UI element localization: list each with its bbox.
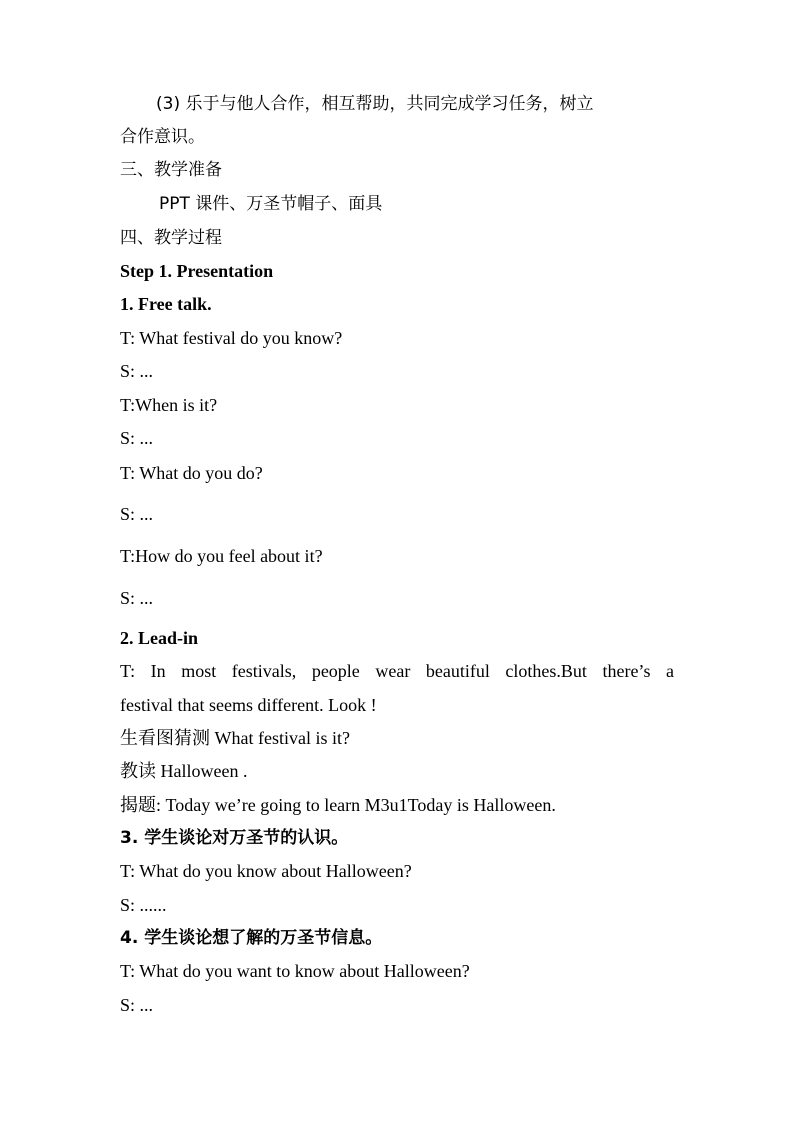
- dialogue-line: T: What festival do you know?: [120, 328, 343, 348]
- lead-in-paragraph-line2: festival that seems different. Look !: [120, 695, 377, 715]
- subheading-free-talk: 1. Free talk.: [120, 294, 212, 314]
- subheading-talk-about-halloween: 3. 学生谈论对万圣节的认识。: [120, 828, 349, 848]
- dialogue-line: T: What do you do?: [120, 463, 263, 483]
- section-heading-process: 四、教学过程: [120, 228, 222, 248]
- section-heading-preparation: 三、教学准备: [120, 160, 222, 180]
- dialogue-line: S: ......: [120, 895, 167, 915]
- dialogue-line: S: ...: [120, 588, 154, 608]
- topic-reveal-line: 揭题: Today we’re going to learn M3u1Today is Halloween.: [120, 795, 556, 815]
- objective-3-line2: 合作意识。: [120, 127, 205, 147]
- subheading-lead-in: 2. Lead-in: [120, 628, 199, 648]
- subheading-want-to-know: 4. 学生谈论想了解的万圣节信息。: [120, 928, 383, 948]
- dialogue-line: S: ...: [120, 995, 154, 1015]
- objective-3-line1: (3) 乐于与他人合作，相互帮助，共同完成学习任务，树立: [156, 94, 594, 114]
- dialogue-line: S: ...: [120, 504, 154, 524]
- dialogue-line: S: ...: [120, 428, 154, 448]
- dialogue-line: T:When is it?: [120, 395, 218, 415]
- dialogue-line: S: ...: [120, 361, 154, 381]
- teach-reading-line: 教读 Halloween .: [120, 761, 248, 781]
- dialogue-line: T:How do you feel about it?: [120, 546, 323, 566]
- dialogue-line: T: What do you want to know about Halloween?: [120, 961, 470, 981]
- preparation-materials: PPT 课件、万圣节帽子、面具: [159, 194, 383, 214]
- step-heading: Step 1. Presentation: [120, 261, 274, 281]
- lead-in-paragraph-line1: T: In most festivals, people wear beautiful clothes.But there’s a: [120, 661, 674, 681]
- guess-picture-line: 生看图猜测 What festival is it?: [120, 728, 350, 748]
- dialogue-line: T: What do you know about Halloween?: [120, 861, 412, 881]
